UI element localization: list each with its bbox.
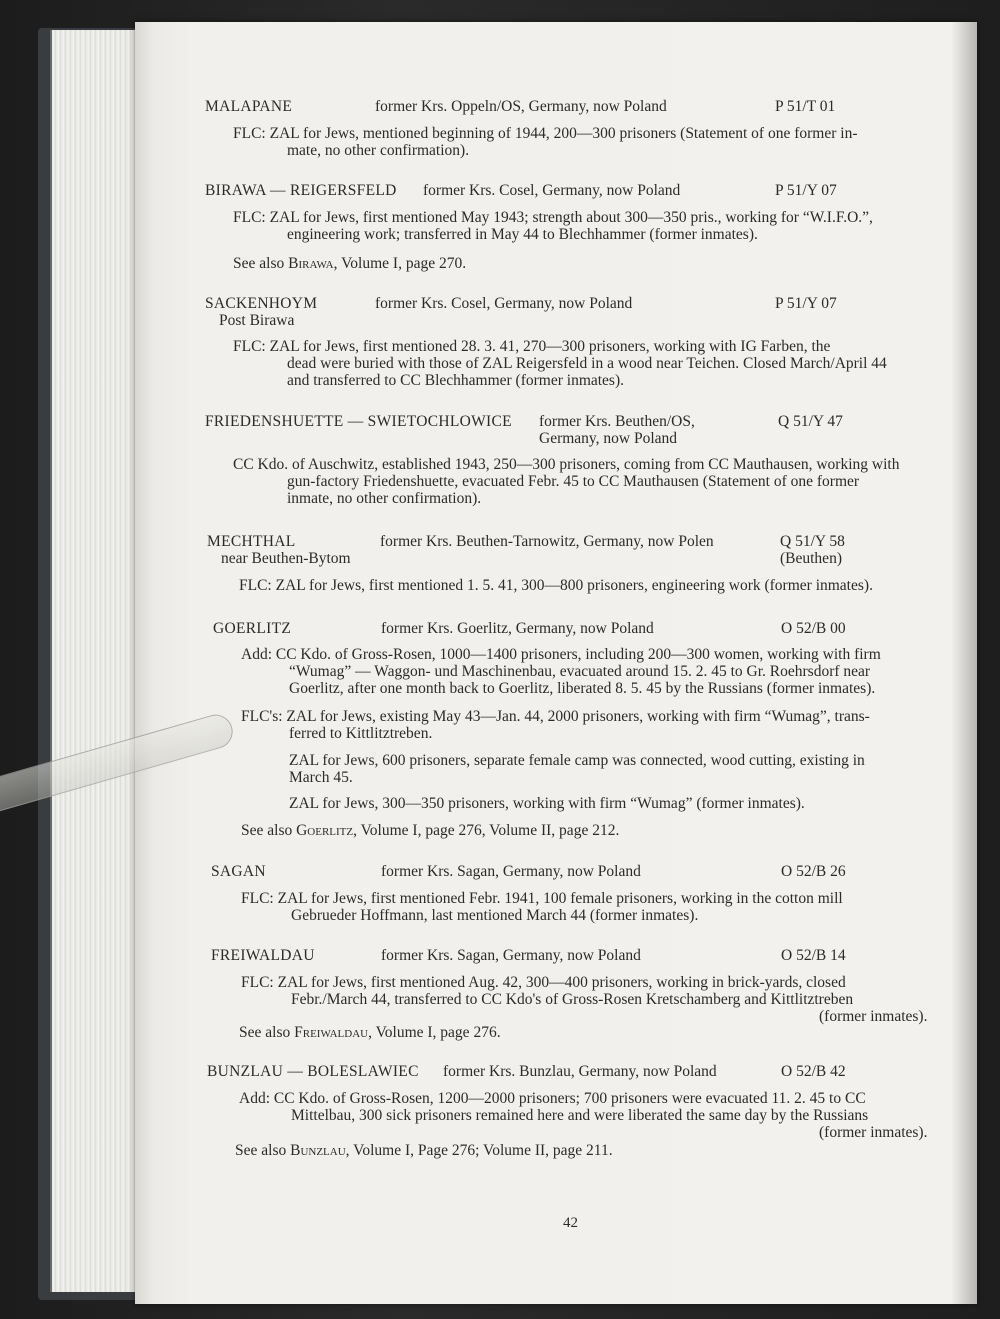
entry-location: former Krs. Beuthen-Tarnowitz, Germany, now Polen: [380, 533, 714, 550]
entry-text: dead were buried with those of ZAL Reigersfeld in a wood near Teichen. Closed March/April 44: [287, 355, 887, 372]
entry-ref: P 51/Y 07: [775, 295, 837, 312]
entry-text: engineering work; transferred in May 44 to Blechhammer (former inmates).: [287, 226, 758, 243]
entry-ref: Q 51/Y 47: [778, 413, 843, 430]
entry-name: BUNZLAU — BOLESLAWIEC: [207, 1063, 419, 1080]
entry-text: ferred to Kittlitztreben.: [289, 725, 433, 742]
entry-name: SAGAN: [211, 863, 266, 880]
see-also-suffix: , Volume I, page 276.: [368, 1024, 501, 1041]
entry-text: (former inmates).: [819, 1008, 928, 1025]
entry-text: FLC: ZAL for Jews, first mentioned 1. 5. 41, 300—800 prisoners, engineering work (former inmates).: [239, 577, 873, 594]
entry-text: inmate, no other confirmation).: [287, 490, 482, 507]
entry-name: FREIWALDAU: [211, 947, 315, 964]
entry-text: ZAL for Jews, 300—350 prisoners, working with firm “Wumag” (former inmates).: [289, 795, 805, 812]
entry-text: FLC: ZAL for Jews, first mentioned Febr. 1941, 100 female prisoners, working in the cotton mill: [241, 890, 843, 907]
see-also-prefix: See also: [233, 255, 289, 272]
entry-ref-note: (Beuthen): [780, 550, 842, 567]
page-edges: [50, 30, 144, 1292]
entry-ref: O 52/B 42: [781, 1063, 846, 1080]
entry-location: former Krs. Beuthen/OS,: [539, 413, 695, 430]
entry-name: SACKENHOYM: [205, 295, 318, 312]
entry-subname: near Beuthen-Bytom: [221, 550, 351, 567]
entry-name: BIRAWA — REIGERSFELD: [205, 182, 397, 199]
entry-location: former Krs. Sagan, Germany, now Poland: [381, 947, 641, 964]
entry-text: mate, no other confirmation).: [287, 142, 470, 159]
entry-text: Goerlitz, after one month back to Goerlitz, liberated 8. 5. 45 by the Russians (former inmates).: [289, 680, 876, 697]
see-also-suffix: , Volume I, page 270.: [333, 255, 467, 272]
entry-location: former Krs. Cosel, Germany, now Poland: [375, 295, 633, 312]
see-also: [241, 822, 619, 839]
entry-ref: O 52/B 00: [781, 620, 846, 637]
entry-ref: O 52/B 14: [781, 947, 846, 964]
entry-text: Febr./March 44, transferred to CC Kdo's of Gross-Rosen Kretschamberg and Kittlitztreben: [291, 991, 854, 1008]
entry-ref: Q 51/Y 58: [780, 533, 845, 550]
see-also-prefix: See also: [239, 1024, 295, 1041]
book-page: [135, 22, 977, 1304]
entry-text: FLC: ZAL for Jews, mentioned beginning of 1944, 200—300 prisoners (Statement of one former in-: [233, 125, 858, 142]
entry-location: Germany, now Poland: [539, 430, 678, 447]
entry-text: Add: CC Kdo. of Gross-Rosen, 1000—1400 prisoners, including 200—300 women, working with firm: [241, 646, 881, 663]
entry-location: former Krs. Goerlitz, Germany, now Poland: [381, 620, 654, 637]
see-also-prefix: See also: [241, 822, 297, 839]
entry-text: Mittelbau, 300 sick prisoners remained here and were liberated the same day by the Russians: [291, 1107, 869, 1124]
see-also-prefix: See also: [235, 1142, 291, 1159]
entry-name: MECHTHAL: [207, 533, 296, 550]
see-also-name: Bunzlau: [290, 1142, 346, 1159]
see-also-name: Birawa: [288, 255, 334, 272]
entry-ref: P 51/Y 07: [775, 182, 837, 199]
page-gutter-shadow: [951, 22, 977, 1304]
see-also: [235, 1142, 613, 1159]
entry-name: MALAPANE: [205, 98, 293, 115]
entry-text: (former inmates).: [819, 1124, 928, 1141]
see-also-suffix: , Volume I, page 276, Volume II, page 212.: [353, 822, 620, 839]
entry-text: gun-factory Friedenshuette, evacuated Febr. 45 to CC Mauthausen (Statement of one former: [287, 473, 860, 490]
entry-name: GOERLITZ: [213, 620, 292, 637]
see-also: [239, 1024, 501, 1041]
entry-location: former Krs. Oppeln/OS, Germany, now Poland: [375, 98, 667, 115]
entry-text: March 45.: [289, 769, 353, 786]
entry-text: Gebrueder Hoffmann, last mentioned March 44 (former inmates).: [291, 907, 699, 924]
entry-text: “Wumag” — Waggon- und Maschinenbau, evacuated around 15. 2. 45 to Gr. Roehrsdorf near: [289, 663, 871, 680]
entry-subname: Post Birawa: [219, 312, 295, 329]
entry-text: FLC: ZAL for Jews, first mentioned 28. 3. 41, 270—300 prisoners, working with IG Farben, the: [233, 338, 831, 355]
see-also-name: Goerlitz: [296, 822, 354, 839]
entry-name: FRIEDENSHUETTE — SWIETOCHLOWICE: [205, 413, 512, 430]
see-also-name: Freiwaldau: [294, 1024, 369, 1041]
entry-text: Add: CC Kdo. of Gross-Rosen, 1200—2000 prisoners; 700 prisoners were evacuated 11. 2. 45 to CC: [239, 1090, 866, 1107]
entry-text: FLC: ZAL for Jews, first mentioned May 1943; strength about 300—350 pris., working for “W.I.F.O.”,: [233, 209, 873, 226]
entry-ref: P 51/T 01: [775, 98, 836, 115]
entry-ref: O 52/B 26: [781, 863, 846, 880]
entry-location: former Krs. Cosel, Germany, now Poland: [423, 182, 681, 199]
entry-text: and transferred to CC Blechhammer (former inmates).: [287, 372, 625, 389]
page-number: 42: [563, 1215, 578, 1231]
see-also: [233, 255, 466, 272]
entry-location: former Krs. Sagan, Germany, now Poland: [381, 863, 641, 880]
entry-text: CC Kdo. of Auschwitz, established 1943, 250—300 prisoners, coming from CC Mauthausen, working with: [233, 456, 900, 473]
entry-text: FLC's: ZAL for Jews, existing May 43—Jan. 44, 2000 prisoners, working with firm “Wumag”, trans-: [241, 708, 870, 725]
entry-location: former Krs. Bunzlau, Germany, now Poland: [443, 1063, 717, 1080]
entry-text: FLC: ZAL for Jews, first mentioned Aug. 42, 300—400 prisoners, working in brick-yards, closed: [241, 974, 846, 991]
see-also-suffix: , Volume I, Page 276; Volume II, page 211.: [345, 1142, 613, 1159]
entry-text: ZAL for Jews, 600 prisoners, separate female camp was connected, wood cutting, existing in: [289, 752, 865, 769]
